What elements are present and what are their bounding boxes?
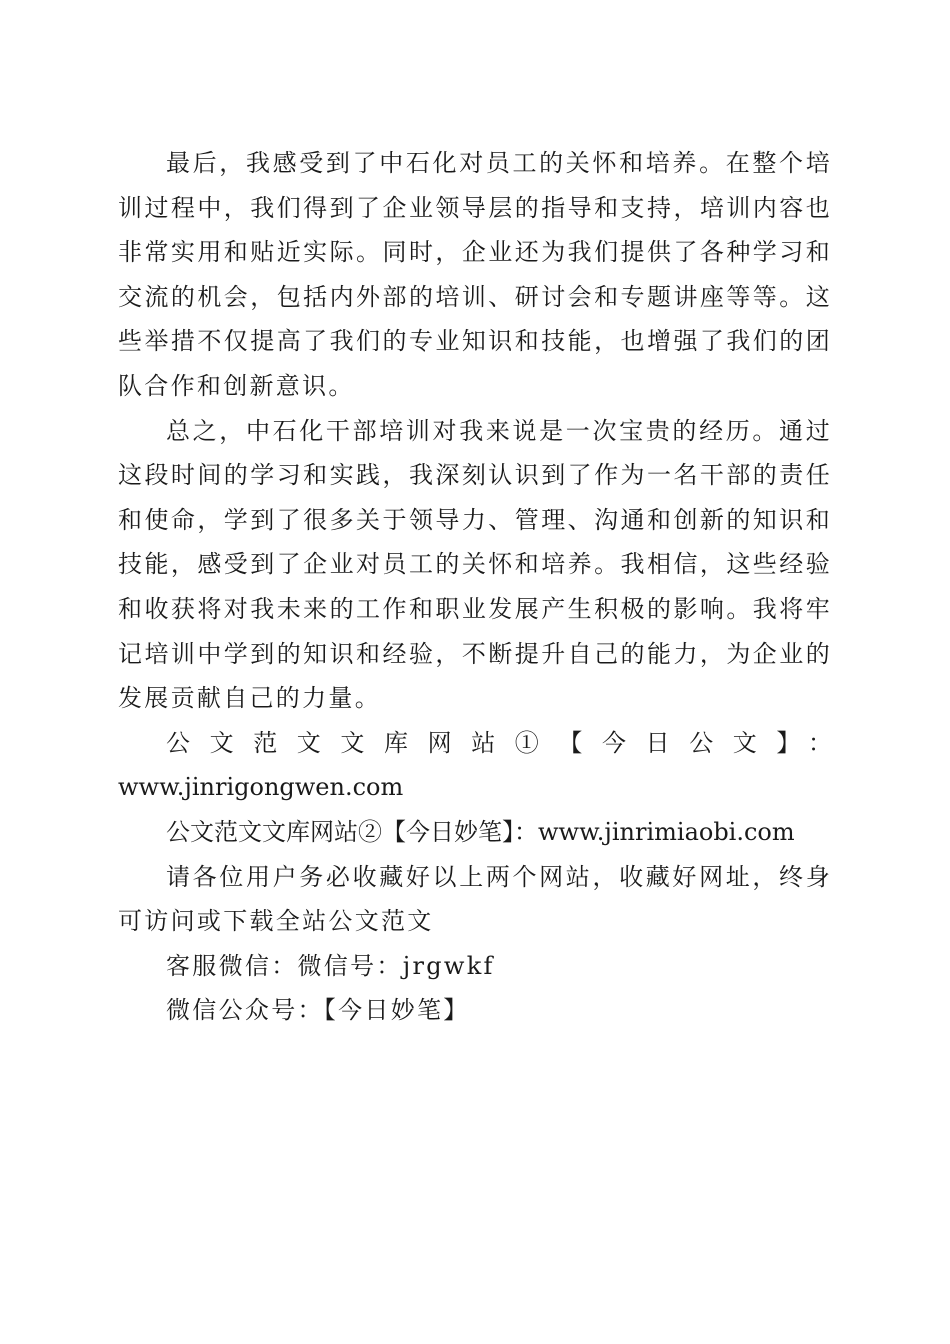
site1-label: 公文范文文库网站①【今日公文】： [166, 728, 832, 757]
document-body [118, 141, 832, 1033]
site2-line: 公文范文文库网站②【今日妙笔】：www.jinrimiaobi.com [166, 817, 795, 846]
paragraph-closing-care: 最后，我感受到了中石化对员工的关怀和培养。在整个培训过程中，我们得到了企业领导层的指导和支持，培训内容也非常实用和贴近实际。同时，企业还为我们提供了各种学习和交流的机会，包括内外部的培训、研讨会和专题讲座等等。这些举措不仅提高了我们的专业知识和技能，也增强了我们的团队合作和创新意识。 [118, 149, 832, 400]
paragraph-summary: 总之，中石化干部培训对我来说是一次宝贵的经历。通过这段时间的学习和实践，我深刻认识到了作为一名干部的责任和使命，学到了很多关于领导力、管理、沟通和创新的知识和技能，感受到了企业对员工的关怀和培养。我相信，这些经验和收获将对我未来的工作和职业发展产生积极的影响。我将牢记培训中学到的知识和经验，不断提升自己的能力，为企业的发展贡献自己的力量。 [118, 416, 832, 713]
site1-line [118, 721, 832, 810]
site1-url: www.jinrigongwen.com [118, 773, 404, 802]
service-wechat-line: 客服微信：微信号：jrgwkf [166, 951, 495, 980]
official-account-line: 微信公众号：【今日妙笔】 [166, 996, 470, 1025]
notice-paragraph: 请各位用户务必收藏好以上两个网站，收藏好网址，终身可访问或下载全站公文范文 [118, 862, 832, 936]
